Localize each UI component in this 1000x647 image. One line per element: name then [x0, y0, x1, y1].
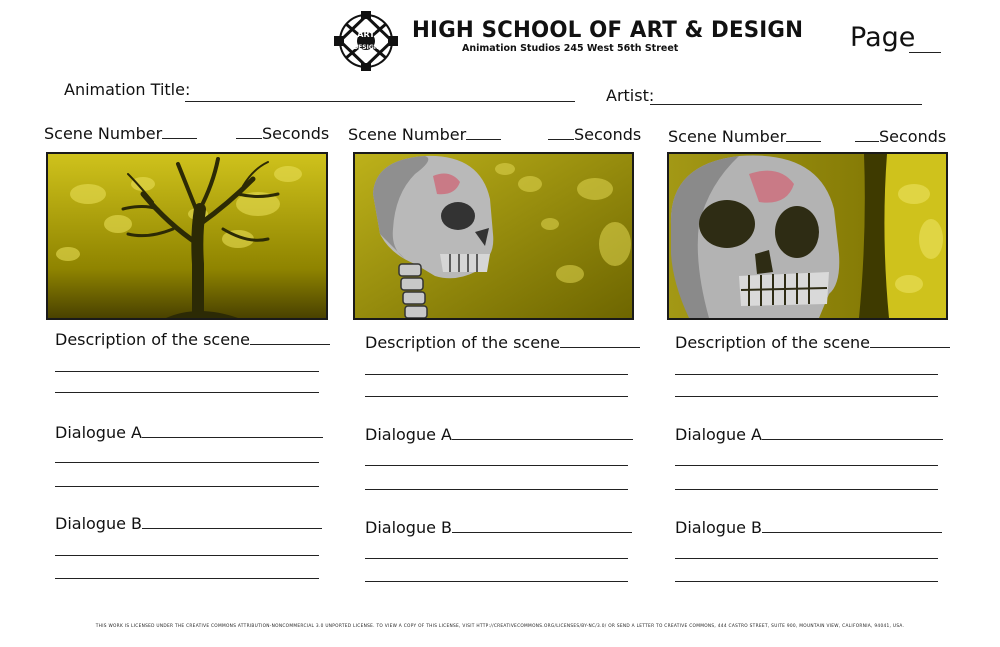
description-line[interactable] [675, 396, 938, 397]
description-label: Description of the scene [365, 333, 640, 352]
dialogue-a-line[interactable] [675, 465, 938, 466]
dialogue-a-line[interactable] [55, 486, 319, 487]
dialogue-a-line[interactable] [675, 489, 938, 490]
school-title: HIGH SCHOOL OF ART & DESIGN [412, 18, 804, 43]
seconds-label: Seconds [855, 127, 946, 146]
dialogue-b-line[interactable] [675, 558, 938, 559]
scene-panel-1[interactable] [46, 152, 328, 320]
dialogue-b-line[interactable] [365, 558, 628, 559]
dialogue-b-field-inline[interactable] [762, 532, 942, 533]
animation-title-label: Animation Title: [64, 80, 191, 99]
dialogue-a-label: Dialogue A [55, 423, 323, 442]
dialogue-b-line[interactable] [55, 578, 319, 579]
description-line[interactable] [365, 396, 628, 397]
artist-label: Artist: [606, 86, 655, 105]
seconds-field[interactable] [236, 138, 262, 139]
dialogue-b-field-inline[interactable] [452, 532, 632, 533]
dialogue-a-line[interactable] [365, 489, 628, 490]
dialogue-b-line[interactable] [365, 581, 628, 582]
dialogue-b-label: Dialogue B [675, 518, 942, 537]
dialogue-b-line[interactable] [675, 581, 938, 582]
description-line[interactable] [55, 392, 319, 393]
scene-number-label: Scene Number [44, 124, 197, 143]
svg-text:ART: ART [357, 30, 375, 39]
scene-panel-3[interactable] [667, 152, 948, 320]
skull-closeup-illustration [669, 154, 946, 318]
scene-number-field[interactable] [466, 139, 501, 140]
page-number-field[interactable] [909, 52, 941, 53]
page-label: Page [850, 22, 916, 53]
scene-number-field[interactable] [162, 138, 197, 139]
seconds-label: Seconds [236, 124, 329, 143]
dialogue-a-field-inline[interactable] [452, 439, 633, 440]
description-field-inline[interactable] [560, 347, 640, 348]
school-logo [330, 10, 402, 72]
description-label: Description of the scene [675, 333, 950, 352]
license-footer: THIS WORK IS LICENSED UNDER THE CREATIVE COMMONS ATTRIBUTION-NONCOMMERCIAL 3.0 UNPORTED LICENSE. TO VIEW A COPY OF THIS LICENSE, VISIT HTTP://CREATIVECOMMONS.ORG/LICENSES/BY-NC/3.0/ OR SEND A LETTER TO CREATIVE COMMONS, 444 CASTRO STREET, SUITE 900, MOUNTAIN VIEW, CALIFORNIA, 94041, USA. [95, 624, 905, 629]
dialogue-b-label: Dialogue B [365, 518, 632, 537]
animation-title-field[interactable] [185, 101, 575, 102]
skeleton-profile-illustration [355, 154, 632, 318]
dialogue-b-field-inline[interactable] [142, 528, 322, 529]
scene-number-field[interactable] [786, 141, 821, 142]
tree-illustration [48, 154, 326, 318]
dialogue-b-line[interactable] [55, 555, 319, 556]
svg-text:DESIGN: DESIGN [353, 44, 379, 51]
dialogue-a-label: Dialogue A [675, 425, 943, 444]
seconds-field[interactable] [855, 141, 879, 142]
dialogue-a-line[interactable] [55, 462, 319, 463]
description-line[interactable] [675, 374, 938, 375]
dialogue-a-line[interactable] [365, 465, 628, 466]
artist-field[interactable] [650, 104, 922, 105]
seconds-field[interactable] [548, 139, 574, 140]
dialogue-a-label: Dialogue A [365, 425, 633, 444]
seconds-label: Seconds [548, 125, 641, 144]
dialogue-b-label: Dialogue B [55, 514, 322, 533]
dialogue-a-field-inline[interactable] [142, 437, 323, 438]
description-line[interactable] [365, 374, 628, 375]
scene-panel-2[interactable] [353, 152, 634, 320]
description-field-inline[interactable] [250, 344, 330, 345]
scene-number-label: Scene Number [348, 125, 501, 144]
description-label: Description of the scene [55, 330, 330, 349]
school-address: Animation Studios 245 West 56th Street [462, 43, 679, 54]
scene-number-label: Scene Number [668, 127, 821, 146]
dialogue-a-field-inline[interactable] [762, 439, 943, 440]
description-line[interactable] [55, 371, 319, 372]
description-field-inline[interactable] [870, 347, 950, 348]
